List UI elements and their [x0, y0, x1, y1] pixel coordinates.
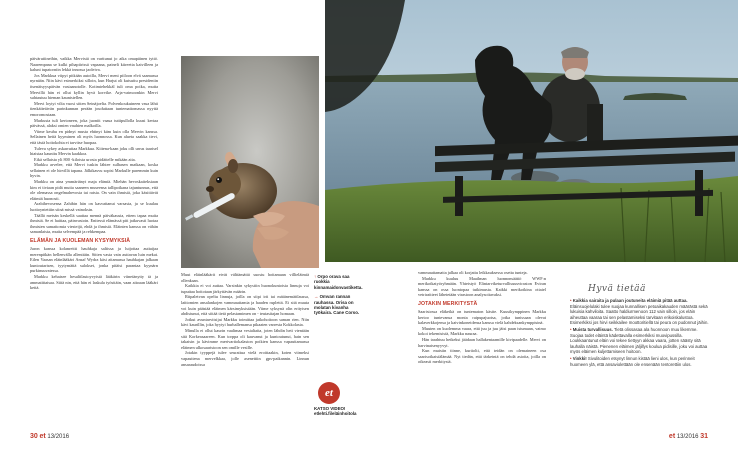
paragraph: Minulla ei ollut kaurin vaalimaa vesialtaita, joten lähdin heti vientään sitä Korkeasaareen. Kun torppa oli kauvanut ja kuntoutunut, hain sen takaisin ja kävimme merivartiokalaston poikien kanssa vapauttamassa eläimen ulkosaaristoon sen omille vesille. — [181, 327, 309, 350]
paragraph: Markku kehaisee hesalitlastoyvyistä lääkärin viinetänytty tä ja ammatittaisaa. Siitä nin, että hän ei laskula työsttäin, vaan aitoaan lääkäri kettä. — [30, 273, 158, 291]
paragraph: Jotakin tyyppejä tulee seurattua vielä eroittaakin, koten viimeksi vapauttena mervelkkaa, jolle asenettiin gps-paikannin. Linnun ansaraudoissa — [181, 350, 309, 367]
paragraph: vammauttamatta jalkaa oli korjattu leikkauksessa osetta tunteja. — [418, 270, 528, 275]
paragraph: Markku on aina ymmärtänyt maja elämiä. Miehän hevoskaiteksiaan kim ei tiviaan pidä mutta saaneen museensa tallipoikana tajuntunnus, että ole olemassa ongelmahevosia tai ratsia. On vain ihmisiä, joka käsittävät eläimiä huonosti. — [30, 179, 158, 201]
section-heading: JOTAKIN MERKITYSTÄ — [418, 300, 478, 307]
paragraph: Saaristossa eläkeikä on tuntematon käsite. Kuusikymppinen Markku kertoo tuntevansa monta raipupajuotsa, jotka tunissaan olevat kalaverkkojensa ja kaivinkoneidensa kanssa vielä kahdeksankymppisinä. — [418, 308, 546, 326]
video-link[interactable]: KATSO VIDEO! etlehti.fi/eläinhoitola — [314, 406, 357, 417]
paragraph: Arabihevosensa Zahibin hän on kasvattanut varsasta, ja se kuulau luottoyntettiin siinä missä vainoksin. — [30, 201, 158, 213]
list-item: • Vinkki! Sivulitoiden etsynyt linnun kistää lieni ulos, kun perinneit huomeen ylä, että ansaviolettään ole ensenään tentorettiin ulos. — [570, 356, 695, 367]
paragraph: Muuten on kuolemma vaara, että juu ja juu jäisi paan istumaan, vaimo kokoi tekemisistä, Markku nauraa. — [418, 325, 546, 337]
squirrel-photo-art — [181, 56, 319, 268]
left-col-1 — [30, 56, 158, 436]
page-number-right: et 13/2016 31 — [668, 433, 708, 440]
dog-bench-photo — [325, 0, 738, 262]
paragraph: Täällä metsän keskellä saattaa mennä päiväkausia, ettem tapaa muita ihmisiä. Se ei haittaa, päinvastoin. Enitessä elämässä piti jatkuvasti luotaa ihmisten samattomia viesteijä, ehdä ja ihmisiä. Eläinten kanssa on vähän samanlaista, mutta selvempää ja rehkempaa. — [30, 212, 158, 235]
sidebar-title: Hyvä tietää — [588, 284, 646, 294]
paragraph: Eikä sellaista yli 800 -kiloista urosta pidättelle mikään aita. — [34, 156, 136, 162]
caption-arrow-icon: → — [314, 294, 320, 300]
paragraph: Mervi loytyi vilta vuosi sitten Seinäjoelta. Polvenkoukuineen vasa lähti tienkäiteiävän parinkunnan perään jouduttaan tuntemattomassa nyyttä emoromostaan. — [30, 100, 158, 117]
paragraph: päivärutiineihin, vaikka Mervistä on varttunut jo aika omapäinen tyttö. Naarempana se kulki pihapiirissä vapaana, paineli kiireetta kaivilleen ja kaluni tupatorniin lekkä innossa jaoleiva. — [30, 56, 158, 73]
paragraph: Ritpaletvan opeltu linnuja, joilla on siipi irti tai mätänemättlaussa, laittomien ansalankojen vammauttamia ja haaden ruplettä. Ei sitä muuta voi kuin päästää eläimen kärsimyksistään. Viime syksynä olin erityisen ahdistunut, että siitää tietä pelastamimen on - teutasitajan homaan. — [181, 294, 309, 317]
paragraph: Juron kanssa kolanreitti hauhkaja saltissa ja luijottaa auttaijaa merenpitkän hellenvälla allenttäin. Sitten vasta vain auttavan luin mekat. Eilen Vaasan eläinlääkäri Ansaf Wydra käsi aitamassa hauhkajan jalkaan kuntoutarisen, tyytymättä sulokset, jonka pitäisi parantaa kyynärn purkinuuvatessa. — [30, 246, 158, 274]
squirrel-photo — [181, 56, 319, 268]
paragraph: Hän tarahtuu hetkeksi jäädaan hallakentaamille kivipaadelle. Mervi on harvinaisenyyvyt. — [418, 336, 546, 348]
bullet-icon: • — [570, 298, 573, 303]
paragraph: Tuleva sykey askarruttaa Markkua. Kiitena-kaan joku olli urrus taarisel hiaistaa kaunitu Mervin kaakkoa. — [30, 145, 158, 157]
paragraph: Viime keuhu en pidnyt musta ehtinyt käm kuin olla Mervin kanssa. Sellainen heitä kyyminen oli myös luonnossa. Kun alueta saakka tievi, että tästä hoitokohta ei tarvitse huopaa. — [30, 128, 158, 145]
video-badge-icon[interactable]: et — [318, 382, 340, 404]
photo-caption — [314, 274, 366, 316]
paragraph: Markusta tuli kertoneen, joka juoniit vaasa tuttipullolla kuusi kertaa päivässä, alaksi omien vauhien malkoilla. — [30, 117, 158, 129]
sidebar-list — [570, 298, 712, 369]
paragraph: Kun muistin tiinne, kurtiolti, että teidän on olemaineen osa saarisotkaisiälämää. Nyt tiedän, että tärkeintä on tehdä asioita, joilla on oikeasti merkitystä. — [418, 348, 546, 365]
right-col-1 — [418, 270, 546, 436]
caption-item: → Omvan rannan rauhassa. Orisa on molatan kivanha työkaira. Cane Corso. — [314, 294, 360, 316]
paragraph: Markku kuuluu Maailman luonnonsäätiö WWF:n merikotkatyöryhmään. Yhteistyö Elintarviketurvallisuusviraston Eviran kanssa on ossa luontopaa tutkimusta. Kaikki merikotkina ottaiel vetriraitteet lähetetään virastoon analysoitavaksi. — [418, 275, 546, 298]
dog-bench-photo-art — [325, 0, 738, 262]
page-number-left: 30 et 13/2016 — [30, 433, 70, 440]
section-heading: ELÄMÄN JA KUOLEMAN KYSYMYKSIÄ — [30, 238, 131, 244]
caption-arrow-icon: ↑ — [314, 274, 318, 279]
paragraph: Muut eläinlääkärit eivät välttämättä suostu hoitamaan villieläimiä ollenkaan. — [181, 272, 309, 283]
paragraph: Jos Markkua viipyi pitkään autoilla, Mervi meni piiloon elvä saamassa nyrnään. Niin kävi esimerkiksi silloin, kun Harjut oli kutsuttu presidentin itsenäisyyspäivän vastaanotolle. Kotimiehekkäl tuli oma poika, mutta Mervillä hän ei ollut kyllin hyvä korvike. Arja-vaimoonkin Mervi suhtautuu hieman kaunistellen. — [30, 72, 158, 101]
bullet-icon: • — [570, 356, 573, 361]
paragraph: Kaikkia ei voi auttaa. Varsinkin sykystiin huonokuntoisia linnuja voi tuputtaa hoitotaan järkyttävän määrin. — [181, 283, 309, 294]
list-item: • Muista turvallisuus. Tietä olissasaa ala huonnoon muu likemme. Suojaa todet eläintä kädettavalla esimerkiksi muovipussilla. Loukkaantunut eläin voi tekee tiettyyn akkaa vaara, jotten säästy sitä lauhalla näistä. Pienenen eläimen jäljillys koulua pidisille, joku voi auttaa myös eläimen kuljettamiseen hoitoon. — [570, 327, 708, 354]
caption-item: ↑ Orpo orava saa ruokkia kinnamaidonvastiketta. — [314, 274, 363, 290]
bullet-icon: • — [570, 327, 573, 332]
left-col-2 — [181, 272, 309, 436]
list-item: • Kaikkia sairaita ja pulaan joutuneita eläimiä pitää auttaa. Eläinsuojelulaki tulee suojaa kunnallisen petoaikakauden määrästä sekä lukuisia kahviloita. Saatto haldiurmenoon 112 vain silloin, jos eläin aiheuttaa vaaraa tai sen pelastamiseksi tarvitaan erikoiskalustoa. Esimerkiksi jos hirvi seikkailee moottoritiellä tai peura on pudonnut jäihin. — [570, 298, 709, 325]
paragraph: Jotkut avuntarvitsijat Markku toimittaa jatkohoitoon saman rien. Niin kävi kaurillin, joka hyytyi hurhallemansa pikaaten varresta Kokkolasta. — [181, 316, 309, 328]
paragraph: Markku arvelee, että Mervi tuskin lähtee sulhasen matkaan, koska sellainen ei ole hirvillä tapana. Jälkikasvu sopisi Markulle paremmin kuin hyvin. — [30, 162, 158, 179]
